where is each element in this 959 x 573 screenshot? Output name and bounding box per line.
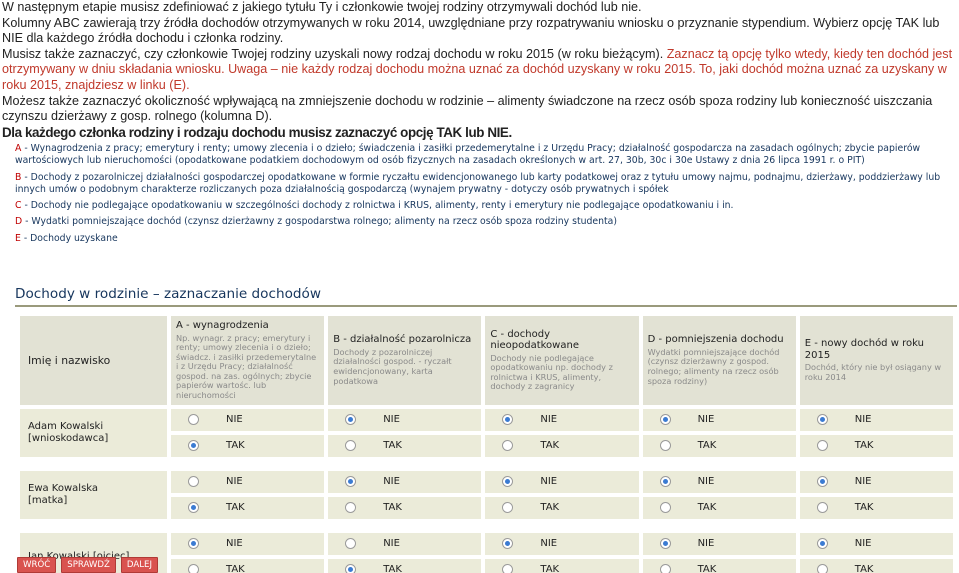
- back-button[interactable]: WRÓĆ: [17, 557, 56, 573]
- table-row: [20, 471, 953, 493]
- option-nie-b[interactable]: [328, 471, 481, 493]
- option-label: NIE: [226, 414, 243, 426]
- income-legend: [15, 143, 957, 249]
- column-title: E - nowy dochód w roku 2015: [804, 338, 924, 361]
- radio-button[interactable]: [345, 414, 356, 425]
- row-spacer: [20, 523, 953, 529]
- option-tak-a[interactable]: [171, 435, 324, 457]
- option-cell-a: [171, 559, 324, 573]
- member-name: Adam Kowalski: [28, 420, 104, 432]
- legend-text: - Dochody nie podlegające opodatkowaniu w szczególności dochody z rolnictwa i KRUS, alimenty, renty i emerytury nie podlegające opodatkowaniu i in.: [21, 200, 734, 212]
- radio-button[interactable]: [345, 502, 356, 513]
- option-tak-c[interactable]: [485, 559, 638, 573]
- option-cell-c: [485, 497, 638, 519]
- option-cell-d: [643, 497, 796, 519]
- navigation-buttons: [17, 557, 158, 573]
- radio-button[interactable]: [345, 476, 356, 487]
- option-cell-c: [485, 533, 638, 555]
- radio-button[interactable]: [188, 502, 199, 513]
- option-label: NIE: [854, 538, 872, 550]
- column-desc: Np. wynagr. z pracy; emerytury i renty; umowy zlecenia i o dzieło; świadcz. i zasiłki przedemerytalne i z Urzędu Pracy; działalność gospod. na zas. ogólnych; zbycie papierów wartośc. lub nieruchomości: [176, 332, 317, 401]
- option-cell-e: [800, 559, 953, 573]
- option-tak-d[interactable]: [643, 497, 796, 519]
- column-header-b: [328, 316, 481, 405]
- option-cell-d: [643, 409, 796, 431]
- option-label: NIE: [383, 414, 400, 426]
- option-label: TAK: [383, 440, 402, 452]
- column-header-c: [485, 316, 638, 405]
- option-label: TAK: [854, 502, 874, 514]
- option-nie-c[interactable]: [485, 409, 638, 431]
- option-label: NIE: [226, 538, 243, 550]
- option-cell-d: [643, 533, 796, 555]
- option-cell-d: [643, 471, 796, 493]
- option-label: NIE: [226, 476, 243, 488]
- option-label: NIE: [383, 538, 400, 550]
- legend-text: - Dochody uzyskane: [20, 232, 118, 244]
- option-nie-a[interactable]: [171, 471, 324, 493]
- legend-letter: E: [15, 232, 21, 244]
- option-label: TAK: [854, 440, 874, 452]
- option-label: TAK: [226, 564, 245, 573]
- member-rows: [20, 409, 953, 573]
- table-header-row: [20, 316, 953, 405]
- option-label: NIE: [540, 414, 558, 426]
- member-name-cell: [20, 471, 167, 519]
- radio-button[interactable]: [817, 502, 828, 513]
- radio-button[interactable]: [502, 414, 513, 425]
- column-desc: Dochód, który nie był osiągany w roku 2014: [804, 362, 942, 382]
- option-label: TAK: [854, 564, 874, 573]
- section-title: Dochody w rodzinie – zaznaczanie dochodów: [15, 286, 321, 302]
- option-cell-a: [171, 435, 324, 457]
- radio-button[interactable]: [817, 538, 828, 549]
- table-row: [20, 409, 953, 431]
- option-label: TAK: [540, 440, 560, 452]
- option-tak-e[interactable]: [800, 559, 953, 573]
- option-cell-b: [328, 497, 481, 519]
- option-cell-e: [800, 533, 953, 555]
- option-label: NIE: [383, 476, 400, 488]
- legend-item-d: [15, 216, 957, 228]
- radio-button[interactable]: [502, 564, 513, 573]
- radio-button[interactable]: [817, 440, 828, 451]
- option-tak-b[interactable]: [328, 435, 481, 457]
- option-tak-a[interactable]: [171, 559, 324, 573]
- column-header-e: [800, 316, 953, 405]
- option-cell-c: [485, 409, 638, 431]
- legend-item-a: [15, 143, 957, 168]
- radio-button[interactable]: [188, 476, 199, 487]
- column-header-name: Imię i nazwisko: [20, 316, 167, 405]
- option-nie-a[interactable]: [171, 409, 324, 431]
- option-nie-e[interactable]: [800, 471, 953, 493]
- radio-button[interactable]: [817, 414, 828, 425]
- option-label: TAK: [540, 564, 560, 573]
- radio-button[interactable]: [188, 538, 199, 549]
- radio-button[interactable]: [502, 440, 513, 451]
- column-desc: Wydatki pomniejszające dochód (czynsz dzierżawny z gospod. rolnego; alimenty na rzecz osób spoza rodziny): [647, 346, 780, 386]
- option-label: NIE: [854, 414, 872, 426]
- option-cell-c: [485, 471, 638, 493]
- legend-letter: B: [15, 171, 22, 183]
- radio-button[interactable]: [345, 564, 356, 573]
- option-cell-c: [485, 435, 638, 457]
- member-name-cell: [20, 409, 167, 457]
- option-cell-e: [800, 409, 953, 431]
- option-cell-b: [328, 435, 481, 457]
- legend-text: - Wydatki pomniejszające dochód (czynsz dzierżawny z gospodarstwa rolnego; alimenty na rzecz osób spoza rodziny studenta): [22, 216, 617, 228]
- legend-text: - Dochody z pozarolniczej działalności gospodarczej opodatkowane w formie ryczałtu ewidencjonowanego lub karty podatkowej oraz z tytułu umowy najmu, podnajmu, dzierżawy, poddzierżawy lub innych umów o podobnym charakterze rozliczanych poza działalnością gospodarczą (wynajem prywatny - dotyczy osób prywatnych i spółek: [15, 171, 941, 195]
- option-cell-e: [800, 435, 953, 457]
- option-label: TAK: [540, 502, 560, 514]
- option-label: NIE: [540, 476, 558, 488]
- legend-letter: D: [15, 216, 23, 228]
- option-cell-d: [643, 559, 796, 573]
- radio-button[interactable]: [660, 502, 671, 513]
- option-nie-b[interactable]: [328, 409, 481, 431]
- option-cell-d: [643, 435, 796, 457]
- radio-button[interactable]: [502, 538, 513, 549]
- row-spacer: [20, 461, 953, 467]
- instructions-p2: Kolumny ABC zawierają trzy źródła dochodów otrzymywanych w roku 2014, uwzględniane przy rozpatrywaniu wniosku o przyznanie stypendium. Wybierz opcję TAK lub NIE dla każdego źródła dochodu i członka rodziny.: [2, 15, 940, 46]
- option-tak-d[interactable]: [643, 559, 796, 573]
- radio-button[interactable]: [660, 440, 671, 451]
- option-nie-e[interactable]: [800, 409, 953, 431]
- option-label: TAK: [226, 440, 245, 452]
- member-name: Ewa Kowalska: [28, 482, 99, 494]
- column-title: B - działalność pozarolnicza: [333, 334, 472, 346]
- option-tak-c[interactable]: [485, 497, 638, 519]
- option-label: NIE: [540, 538, 558, 550]
- option-nie-e[interactable]: [800, 533, 953, 555]
- next-button[interactable]: DALEJ: [121, 557, 158, 573]
- instructions-p5: Dla każdego członka rodziny i rodzaju dochodu musisz zaznaczyć opcję TAK lub NIE.: [2, 124, 512, 140]
- option-label: NIE: [697, 476, 715, 488]
- row-spacer-cell: [20, 523, 953, 529]
- option-label: TAK: [697, 440, 717, 452]
- option-label: TAK: [383, 502, 402, 514]
- row-spacer-cell: [20, 461, 953, 467]
- member-role: [wnioskodawca]: [28, 432, 109, 444]
- radio-button[interactable]: [660, 538, 671, 549]
- income-table: [16, 312, 957, 573]
- column-header-a: [171, 316, 324, 405]
- option-nie-d[interactable]: [643, 533, 796, 555]
- radio-button[interactable]: [502, 502, 513, 513]
- radio-button[interactable]: [660, 564, 671, 573]
- option-nie-c[interactable]: [485, 533, 638, 555]
- instructions-p3: [2, 47, 957, 94]
- radio-button[interactable]: [817, 564, 828, 573]
- radio-button[interactable]: [817, 476, 828, 487]
- option-cell-e: [800, 471, 953, 493]
- option-cell-e: [800, 497, 953, 519]
- option-cell-a: [171, 409, 324, 431]
- radio-button[interactable]: [345, 440, 356, 451]
- radio-button[interactable]: [660, 414, 671, 425]
- legend-item-c: [15, 200, 957, 212]
- option-nie-d[interactable]: [643, 409, 796, 431]
- radio-button[interactable]: [660, 476, 671, 487]
- option-label: NIE: [697, 538, 715, 550]
- option-tak-d[interactable]: [643, 435, 796, 457]
- radio-button[interactable]: [188, 440, 199, 451]
- option-cell-a: [171, 533, 324, 555]
- column-title: C - dochody nieopodatkowane: [490, 328, 579, 352]
- column-title: A - wynagrodzenia: [176, 320, 269, 331]
- option-tak-b[interactable]: [328, 497, 481, 519]
- option-cell-a: [171, 471, 324, 493]
- table-row: [20, 533, 953, 555]
- legend-letter: A: [15, 143, 22, 154]
- legend-item-e: [15, 233, 957, 245]
- option-cell-c: [485, 559, 638, 573]
- legend-text: - Wynagrodzenia z pracy; emerytury i renty; umowy zlecenia i o dzieło; świadczenia i zasiłki przedemerytalne i z Urzędu Pracy; działalność gospodarcza na zasadach ogólnych; zbycie papierów wartościowych lub nieruchomości (opodatkowane podatkiem dochodowym od osób fizycznych na zasadach określonych w art. 27, 30b, 30c i 30e Ustawy z dnia 26 lipca 1991 r. o PIT): [15, 143, 921, 167]
- option-label: NIE: [697, 414, 715, 426]
- instructions-p3-text: Musisz także zaznaczyć, czy członkowie Twojej rodziny uzyskali nowy rodzaj dochodu w roku 2015 (w roku bieżącym).: [2, 46, 664, 61]
- option-tak-b[interactable]: [328, 559, 481, 573]
- column-header-d: [643, 316, 796, 405]
- option-cell-b: [328, 471, 481, 493]
- column-desc: Dochody nie podlegające opodatkowaniu np. dochody z rolnictwa i KRUS, alimenty, dochody z zagranicy: [490, 352, 613, 392]
- option-label: NIE: [854, 476, 872, 488]
- option-tak-e[interactable]: [800, 497, 953, 519]
- check-button[interactable]: SPRAWDŹ: [61, 557, 116, 573]
- option-tak-c[interactable]: [485, 435, 638, 457]
- legend-letter: C: [15, 200, 22, 212]
- radio-button[interactable]: [188, 414, 199, 425]
- legend-item-b: [15, 172, 957, 197]
- radio-button[interactable]: [345, 538, 356, 549]
- column-title: D - pomniejszenia dochodu: [647, 334, 784, 346]
- option-nie-b[interactable]: [328, 533, 481, 555]
- column-desc: Dochody z pozarolniczej działalności gospod. - ryczałt ewidencjonowany, karta podatkowa: [333, 346, 452, 386]
- option-label: TAK: [226, 502, 245, 514]
- instructions-p1: W następnym etapie musisz zdefiniować z jakiego tytułu Ty i członkowie twojej rodziny otrzymywali dochód lub nie.: [2, 0, 642, 14]
- option-nie-c[interactable]: [485, 471, 638, 493]
- option-tak-e[interactable]: [800, 435, 953, 457]
- option-label: TAK: [383, 564, 402, 573]
- member-role: [matka]: [28, 494, 68, 506]
- option-cell-b: [328, 533, 481, 555]
- option-label: TAK: [697, 564, 717, 573]
- radio-button[interactable]: [188, 564, 199, 573]
- option-label: TAK: [697, 502, 717, 514]
- radio-button[interactable]: [502, 476, 513, 487]
- option-nie-a[interactable]: [171, 533, 324, 555]
- instructions-p4: Możesz także zaznaczyć okoliczność wpływającą na zmniejszenie dochodu w rodzinie – alimenty świadczone na rzecz osób spoza rodziny lub konieczność uiszczania czynszu dzierżawy z gosp. rolnego (kolumna D).: [2, 93, 933, 124]
- option-nie-d[interactable]: [643, 471, 796, 493]
- option-tak-a[interactable]: [171, 497, 324, 519]
- instructions-p3-warning: Zaznacz tą opcję tylko wtedy, kiedy ten dochód jest otrzymywany w dniu składania wniosku. Uwaga – nie każdy rodzaj dochodu można uznać za dochód uzyskany w roku 2015. To, jaki dochód można uznać za uzyskany w roku 2015, znajdziesz w linku (E).: [2, 46, 953, 92]
- option-cell-b: [328, 409, 481, 431]
- option-cell-b: [328, 559, 481, 573]
- instructions: [2, 0, 957, 140]
- title-divider: [15, 305, 957, 307]
- option-cell-a: [171, 497, 324, 519]
